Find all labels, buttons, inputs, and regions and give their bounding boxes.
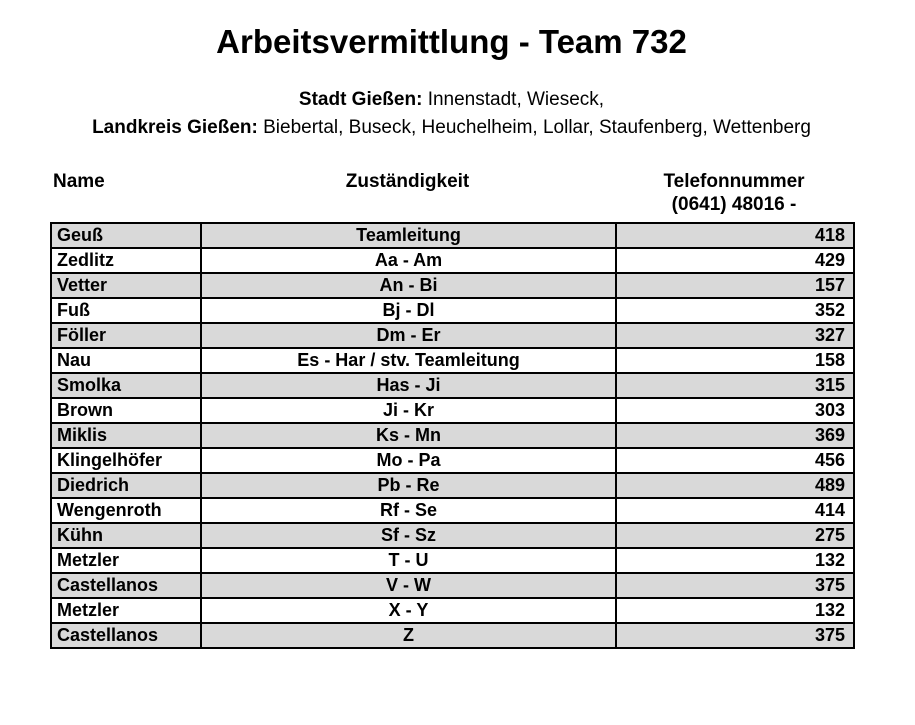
table-row [51,298,854,323]
cell-zustaendigkeit: Aa - Am [201,248,616,273]
cell-zustaendigkeit: Z [201,623,616,648]
column-header-telefonnummer-label: Telefonnummer [663,171,805,192]
table-row [51,523,854,548]
cell-zustaendigkeit: T - U [201,548,616,573]
cell-name: Klingelhöfer [51,448,201,473]
subtitle-line-landkreis [50,114,853,142]
contact-table [50,222,855,649]
cell-telefon: 158 [616,348,854,373]
page-title: Arbeitsvermittlung - Team 732 [216,23,687,60]
cell-name: Brown [51,398,201,423]
cell-zustaendigkeit: Mo - Pa [201,448,616,473]
subtitle-text-stadt: Innenstadt, Wieseck, [427,89,605,110]
cell-zustaendigkeit: Rf - Se [201,498,616,523]
cell-telefon: 303 [616,398,854,423]
table-header [50,170,853,216]
table-row [51,323,854,348]
cell-telefon: 429 [616,248,854,273]
cell-telefon: 375 [616,573,854,598]
subtitle-label-landkreis: Landkreis Gießen: [92,117,258,138]
cell-name: Geuß [51,223,201,248]
cell-telefon: 375 [616,623,854,648]
table-row [51,373,854,398]
table-row [51,598,854,623]
cell-name: Föller [51,323,201,348]
column-header-telefonnummer [615,170,853,216]
cell-name: Smolka [51,373,201,398]
cell-name: Metzler [51,598,201,623]
table-row [51,273,854,298]
cell-telefon: 157 [616,273,854,298]
cell-zustaendigkeit: Has - Ji [201,373,616,398]
cell-zustaendigkeit: Pb - Re [201,473,616,498]
column-header-name: Name [53,171,105,192]
document-page [50,22,853,649]
cell-zustaendigkeit: Dm - Er [201,323,616,348]
cell-telefon: 315 [616,373,854,398]
subtitle-text-landkreis: Biebertal, Buseck, Heuchelheim, Lollar, Staufenberg, Wettenberg [263,117,811,138]
cell-name: Zedlitz [51,248,201,273]
table-row [51,498,854,523]
cell-zustaendigkeit: V - W [201,573,616,598]
cell-name: Nau [51,348,201,373]
cell-zustaendigkeit: Teamleitung [201,223,616,248]
subtitle [50,86,853,142]
cell-telefon: 456 [616,448,854,473]
subtitle-line-stadt [50,86,853,114]
cell-name: Diedrich [51,473,201,498]
table-row [51,623,854,648]
cell-telefon: 489 [616,473,854,498]
column-header-zustaendigkeit: Zuständigkeit [345,171,470,192]
cell-telefon: 275 [616,523,854,548]
cell-telefon: 132 [616,598,854,623]
cell-telefon: 369 [616,423,854,448]
cell-name: Miklis [51,423,201,448]
cell-telefon: 132 [616,548,854,573]
contact-table-body [51,223,854,648]
table-row [51,473,854,498]
cell-name: Fuß [51,298,201,323]
cell-zustaendigkeit: An - Bi [201,273,616,298]
cell-zustaendigkeit: Ks - Mn [201,423,616,448]
cell-name: Castellanos [51,573,201,598]
table-row [51,573,854,598]
cell-telefon: 418 [616,223,854,248]
table-row [51,348,854,373]
table-row [51,398,854,423]
cell-name: Kühn [51,523,201,548]
cell-name: Vetter [51,273,201,298]
cell-zustaendigkeit: X - Y [201,598,616,623]
cell-zustaendigkeit: Es - Har / stv. Teamleitung [201,348,616,373]
cell-zustaendigkeit: Ji - Kr [201,398,616,423]
table-row [51,548,854,573]
cell-telefon: 327 [616,323,854,348]
cell-name: Wengenroth [51,498,201,523]
cell-name: Castellanos [51,623,201,648]
cell-telefon: 414 [616,498,854,523]
cell-zustaendigkeit: Sf - Sz [201,523,616,548]
column-header-telefonnummer-prefix: (0641) 48016 - [671,194,797,215]
table-row [51,423,854,448]
table-row [51,448,854,473]
cell-name: Metzler [51,548,201,573]
subtitle-label-stadt: Stadt Gießen: [298,89,423,110]
cell-zustaendigkeit: Bj - Dl [201,298,616,323]
table-row [51,248,854,273]
table-row [51,223,854,248]
cell-telefon: 352 [616,298,854,323]
